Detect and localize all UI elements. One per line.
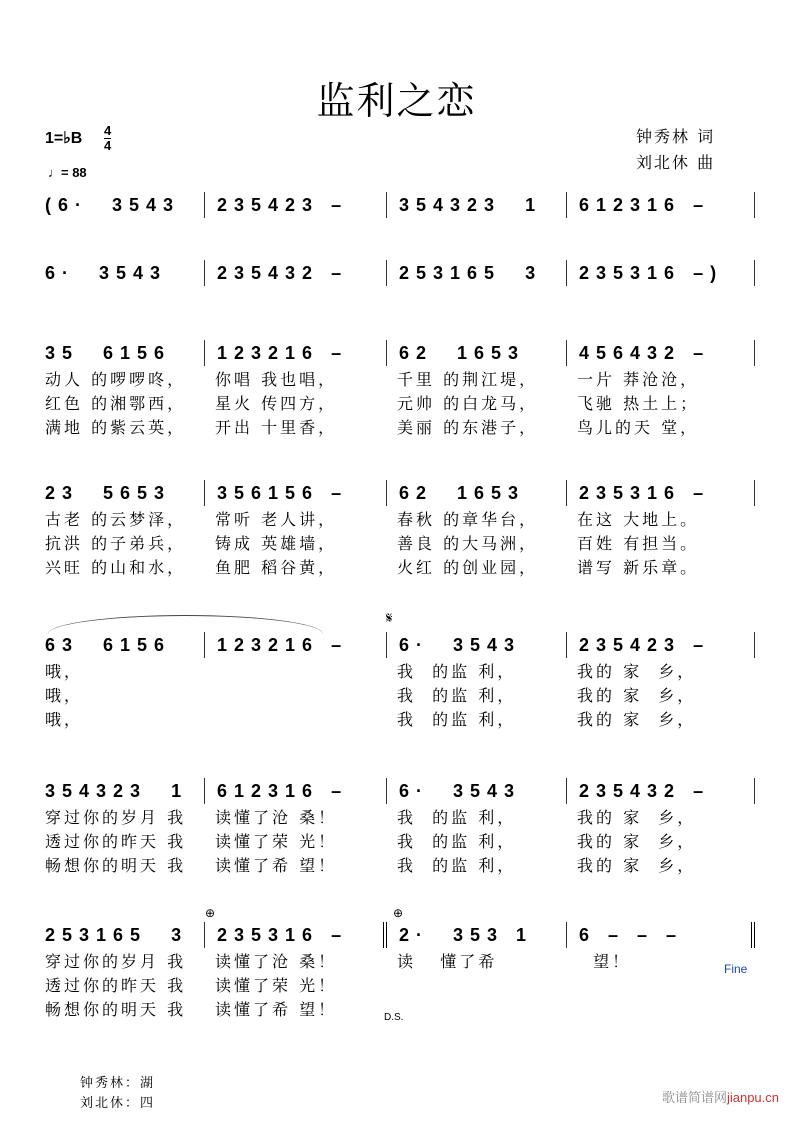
key-signature: 1=♭B: [45, 130, 83, 147]
staff-system: [45, 338, 755, 440]
lyric-segment: 抗洪 的子弟兵，: [45, 534, 187, 553]
coda-icon: ⊕: [393, 906, 404, 920]
lyric-line: [45, 974, 755, 998]
time-bottom: 4: [104, 138, 112, 153]
measure: (6· 3543: [45, 190, 205, 220]
time-signature: [104, 124, 111, 153]
lyric-line: [45, 532, 755, 556]
notes-row: [45, 920, 755, 950]
measure: 123216 –: [205, 630, 387, 660]
lyric-segment: 我的 家 乡，: [577, 832, 697, 851]
fine-marking: Fine: [724, 962, 748, 976]
measure: 35 6156: [45, 338, 205, 368]
measure: 235316 –: [205, 920, 387, 950]
lyric-segment: 读懂了希 望！: [215, 856, 338, 875]
lyric-segment: 春秋 的章华台，: [397, 510, 539, 529]
lyric-segment: 美丽 的东港子，: [397, 418, 539, 437]
notes-row: [45, 258, 755, 288]
measure: 456432 –: [567, 338, 755, 368]
staff-system: [45, 776, 755, 878]
measure: 356156 –: [205, 478, 387, 508]
notes-row: [45, 338, 755, 368]
lyric-segment: 穿过你的岁月 我: [45, 808, 187, 827]
staff-system: [45, 478, 755, 580]
lyric-segment: 我 的监 利，: [397, 808, 517, 827]
lyric-segment: [387, 998, 567, 1022]
lyricist-credit: 钟秀林 词: [636, 127, 716, 146]
lyric-segment: 我 的监 利，: [397, 686, 517, 705]
lyric-segment: 古老 的云梦泽，: [45, 510, 187, 529]
lyric-segment: 我的 家 乡，: [577, 686, 697, 705]
measure: 235423 –: [567, 630, 755, 660]
lyric-segment: 读懂了沧 桑！: [215, 952, 338, 971]
lyric-segment: 我 的监 利，: [397, 832, 517, 851]
measure: 6· 3543: [387, 630, 567, 660]
lyric-segment: 红色 的湘鄂西，: [45, 394, 187, 413]
lyric-segment: 千里 的荆江堤，: [397, 370, 539, 389]
measure: 235423 –: [205, 190, 387, 220]
segno-icon: 𝄋: [386, 610, 393, 627]
lyric-segment: 我 的监 利，: [397, 662, 517, 681]
composer-credit: 刘北休 曲: [636, 153, 716, 172]
lyric-segment: 哦，: [45, 686, 84, 705]
lyric-segment: 鱼肥 稻谷黄，: [215, 558, 338, 577]
lyric-line: [45, 830, 755, 854]
lyric-segment: 我的 家 乡，: [577, 662, 697, 681]
lyric-segment: 读懂了沧 桑！: [215, 808, 338, 827]
lyric-segment: 铸成 英雄墙，: [215, 534, 338, 553]
staff-system: [45, 630, 755, 732]
measure: 2· 353 1: [387, 920, 567, 950]
lyric-segment: 穿过你的岁月 我: [45, 952, 187, 971]
staff-system: [45, 258, 755, 288]
measure: 6 – – –: [567, 920, 755, 950]
measure: 354323 1: [45, 776, 205, 806]
notes-row: [45, 630, 755, 660]
lyric-segment: 星火 传四方，: [215, 394, 338, 413]
lyric-segment: 我的 家 乡，: [577, 856, 697, 875]
watermark-url: jianpu.cn: [726, 1090, 779, 1105]
lyric-segment: 满地 的紫云英，: [45, 418, 187, 437]
lyric-segment: 我 的监 利，: [397, 856, 517, 875]
lyric-segment: 飞驰 热土上；: [577, 394, 700, 413]
watermark: [662, 1087, 779, 1106]
lyric-segment: 在这 大地上。: [577, 510, 700, 529]
notes-row: [45, 190, 755, 220]
lyric-segment: [205, 660, 387, 684]
lyric-line: [45, 806, 755, 830]
lyric-segment: 读懂了荣 光！: [215, 976, 338, 995]
lyric-segment: 望！: [577, 952, 632, 971]
lyric-segment: [205, 708, 387, 732]
footer-note: 刘北休：四: [80, 1096, 156, 1111]
watermark-text: 歌谱简谱网: [661, 1090, 727, 1105]
measure: 6· 3543: [387, 776, 567, 806]
measure: 23 5653: [45, 478, 205, 508]
lyric-line: [45, 416, 755, 440]
measure: 123216 –: [205, 338, 387, 368]
lyric-segment: 我 的监 利，: [397, 710, 517, 729]
lyric-segment: 百姓 有担当。: [577, 534, 700, 553]
lyric-segment: 元帅 的白龙马，: [397, 394, 539, 413]
measure: 235432 –: [205, 258, 387, 288]
ds-marking: D.S.: [384, 1012, 404, 1023]
measure: 235316 –): [567, 258, 755, 288]
notes-row: [45, 776, 755, 806]
song-title: 监利之恋: [316, 79, 477, 123]
measure: 62 1653: [387, 478, 567, 508]
lyric-line: [45, 950, 755, 974]
lyric-segment: 畅想你的明天 我: [45, 856, 187, 875]
time-top: 4: [104, 123, 112, 138]
lyric-segment: [205, 684, 387, 708]
measure: 253165 3: [45, 920, 205, 950]
lyric-segment: 善良 的大马洲，: [397, 534, 539, 553]
lyric-line: [45, 660, 755, 684]
lyric-line: [45, 708, 755, 732]
measure: 235316 –: [567, 478, 755, 508]
coda-icon: ⊕: [205, 906, 216, 920]
measure: 235432 –: [567, 776, 755, 806]
lyric-line: [45, 508, 755, 532]
lyric-segment: 常听 老人讲，: [215, 510, 338, 529]
lyric-segment: [567, 998, 755, 1022]
lyric-segment: 哦，: [45, 662, 84, 681]
staff-system: [45, 920, 755, 1022]
lyric-segment: 哦，: [45, 710, 84, 729]
lyric-segment: 一片 莽沧沧，: [577, 370, 700, 389]
lyric-segment: 你唱 我也唱，: [215, 370, 338, 389]
tempo-marking: ♩= 88: [48, 165, 87, 180]
staff-system: [45, 190, 755, 220]
lyric-segment: 我的 家 乡，: [577, 808, 697, 827]
lyric-segment: [567, 974, 755, 998]
lyric-segment: 读 懂了希: [397, 952, 498, 971]
measure: 253165 3: [387, 258, 567, 288]
lyric-segment: 火红 的创业园，: [397, 558, 539, 577]
measure: 63 6156: [45, 630, 205, 660]
lyric-line: [45, 684, 755, 708]
measure: 612316 –: [567, 190, 755, 220]
lyric-line: [45, 556, 755, 580]
lyric-segment: 谱写 新乐章。: [577, 558, 700, 577]
phrase-slur: [48, 615, 323, 634]
lyric-line: [45, 392, 755, 416]
notes-row: [45, 478, 755, 508]
lyric-segment: 读懂了荣 光！: [215, 832, 338, 851]
lyric-segment: 我的 家 乡，: [577, 710, 697, 729]
measure: 6· 3543: [45, 258, 205, 288]
footer-note: 钟秀林：湖: [80, 1076, 156, 1091]
measure: 612316 –: [205, 776, 387, 806]
lyric-segment: [387, 974, 567, 998]
lyric-segment: 畅想你的明天 我: [45, 1000, 187, 1019]
lyric-segment: 透过你的昨天 我: [45, 832, 187, 851]
lyric-segment: 鸟儿的天 堂，: [577, 418, 700, 437]
lyric-line: [45, 854, 755, 878]
measure: 354323 1: [387, 190, 567, 220]
lyric-segment: 开出 十里香，: [215, 418, 338, 437]
lyric-segment: 兴旺 的山和水，: [45, 558, 187, 577]
lyric-segment: 读懂了希 望！: [215, 1000, 338, 1019]
lyric-segment: 透过你的昨天 我: [45, 976, 187, 995]
lyric-segment: 动人 的啰啰咚，: [45, 370, 187, 389]
lyric-line: [45, 368, 755, 392]
measure: 62 1653: [387, 338, 567, 368]
